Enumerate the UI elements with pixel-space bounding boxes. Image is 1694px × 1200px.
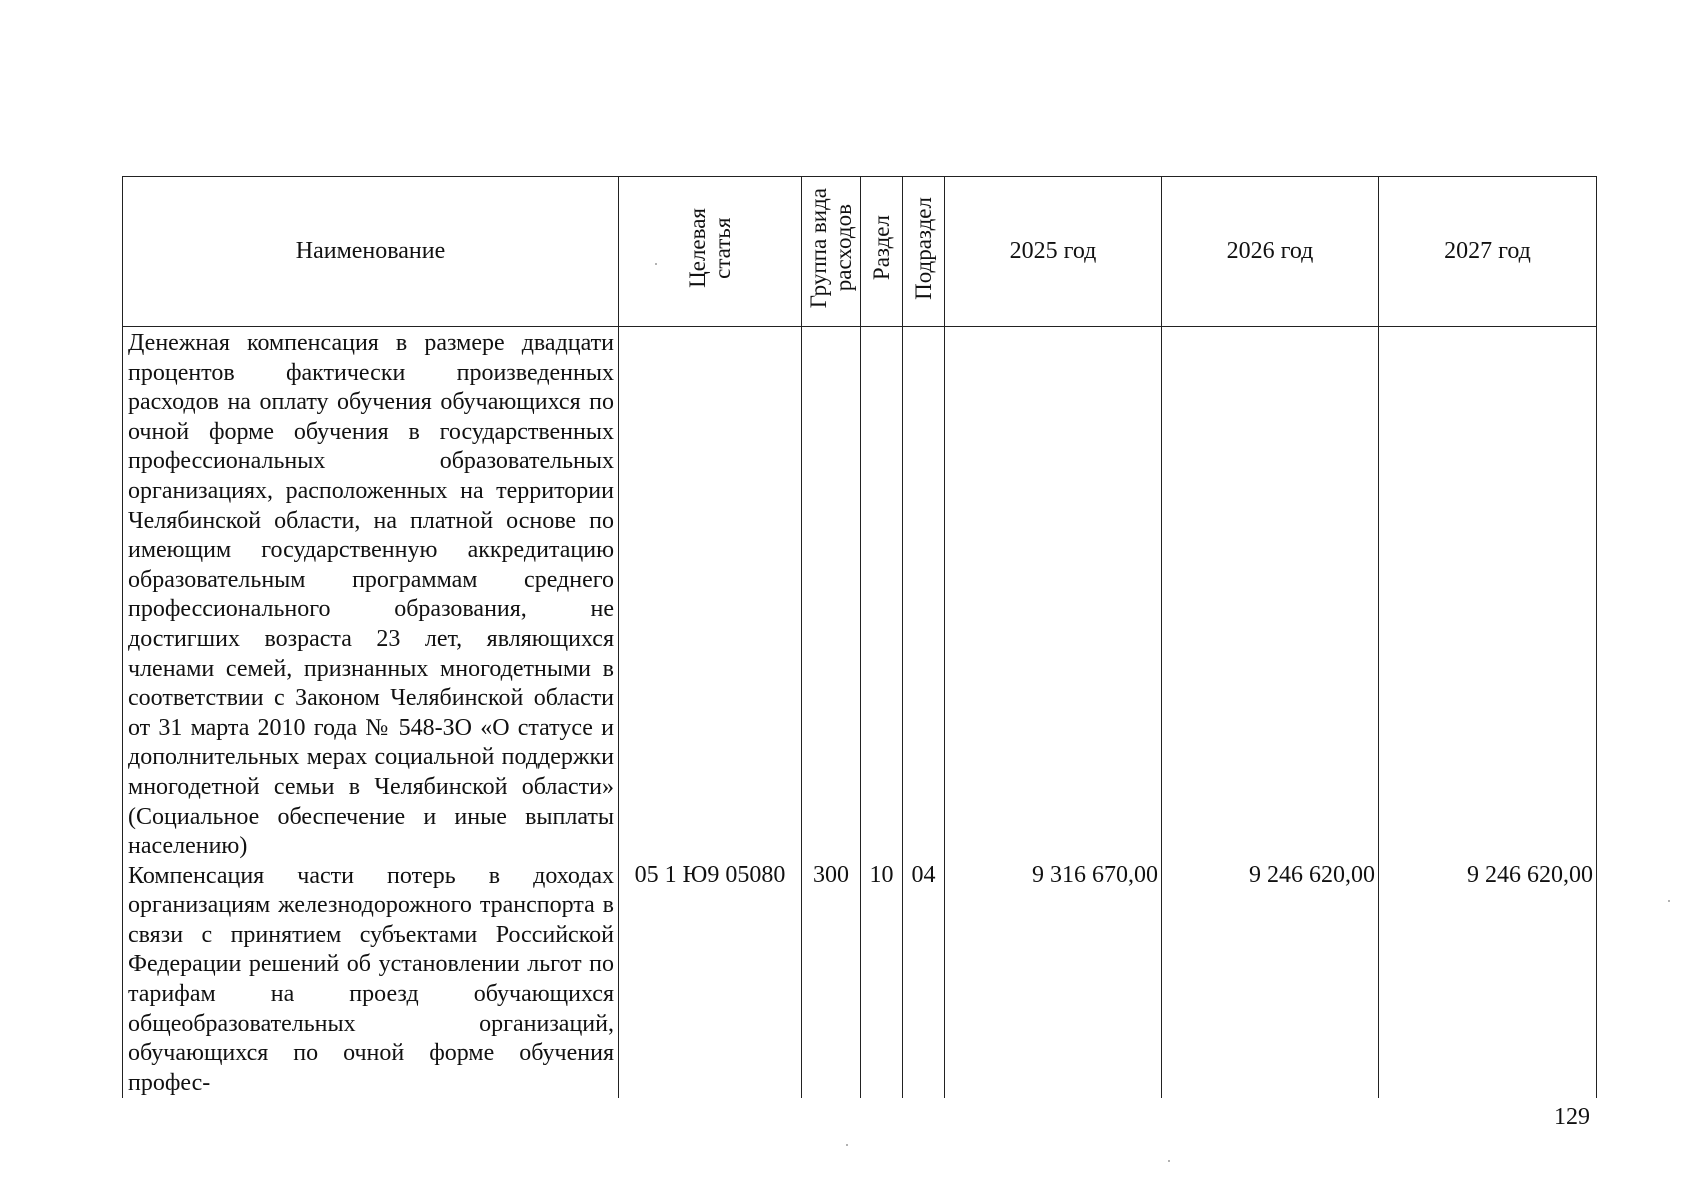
header-subsection-label: Подраздел (911, 196, 936, 300)
row-1-target-item: 05 1 Ю9 05080 (634, 862, 786, 889)
header-row (123, 177, 1597, 327)
header-expense-group (802, 177, 861, 327)
row-1-subsection: 04 (911, 862, 936, 889)
table-header (123, 177, 1597, 327)
header-name: Наименование (123, 177, 619, 327)
budget-table (122, 176, 1597, 1098)
row-section-cell (861, 327, 903, 1099)
header-year-2027: 2027 год (1379, 177, 1597, 327)
header-expense-group-label: Группа вида расходов (806, 187, 856, 309)
row-1-expense-group: 300 (813, 862, 849, 889)
table-row (123, 327, 1597, 1099)
scan-speck (846, 1144, 848, 1146)
scan-speck (655, 263, 657, 265)
row-year-2026-cell (1162, 327, 1379, 1099)
header-target-item-label: Целевая статья (685, 208, 735, 288)
row-year-2025-cell (945, 327, 1162, 1099)
scan-speck (1168, 1160, 1170, 1162)
budget-table-container (122, 176, 1597, 1098)
row-subsection-cell (903, 327, 945, 1099)
table-body (123, 327, 1597, 1099)
header-section-label: Раздел (869, 215, 894, 281)
row-2-name: Компенсация части потерь в доходах организациям железнодорожного транспорта в связи с принятием субъектами Российской Федерации решений об установлении льгот по тарифам на проезд обучающихся общеобразовательных организаций, обучающихся по очной форме обучения профес- (128, 862, 614, 1096)
header-section (861, 177, 903, 327)
row-1-year-2027: 9 246 620,00 (1467, 862, 1593, 889)
row-1-year-2025: 9 316 670,00 (1032, 862, 1158, 889)
header-subsection (903, 177, 945, 327)
page-number: 129 (1554, 1104, 1590, 1130)
header-target-item (619, 177, 802, 327)
row-1-year-2026: 9 246 620,00 (1249, 862, 1375, 889)
row-1-section: 10 (869, 862, 894, 889)
row-year-2027-cell (1379, 327, 1597, 1099)
row-1-name: Денежная компенсация в размере двадцати процентов фактически произведенных расходов на оплату обучения обучающихся по очной форме обучения в государственных профессиональных образовательных организациях, расположенных на территории Челябинской области, на платной основе по имеющим государственную аккредитацию образовательным программам среднего профессионального образования, не достигших возраста 23 лет, являющихся членами семей, признанных многодетными в соответствии с Законом Челябинской области от 31 марта 2010 года № 548-ЗО «О статусе и дополнительных мерах социальной поддержки многодетной семьи в Челябинской области» (Социальное обеспечение и иные выплаты населению) (128, 330, 614, 860)
row-target-item-cell (619, 327, 802, 1099)
header-year-2026: 2026 год (1162, 177, 1379, 327)
scan-speck (1668, 900, 1670, 902)
header-year-2025: 2025 год (945, 177, 1162, 327)
row-name-cell (123, 327, 619, 1099)
row-expense-group-cell (802, 327, 861, 1099)
